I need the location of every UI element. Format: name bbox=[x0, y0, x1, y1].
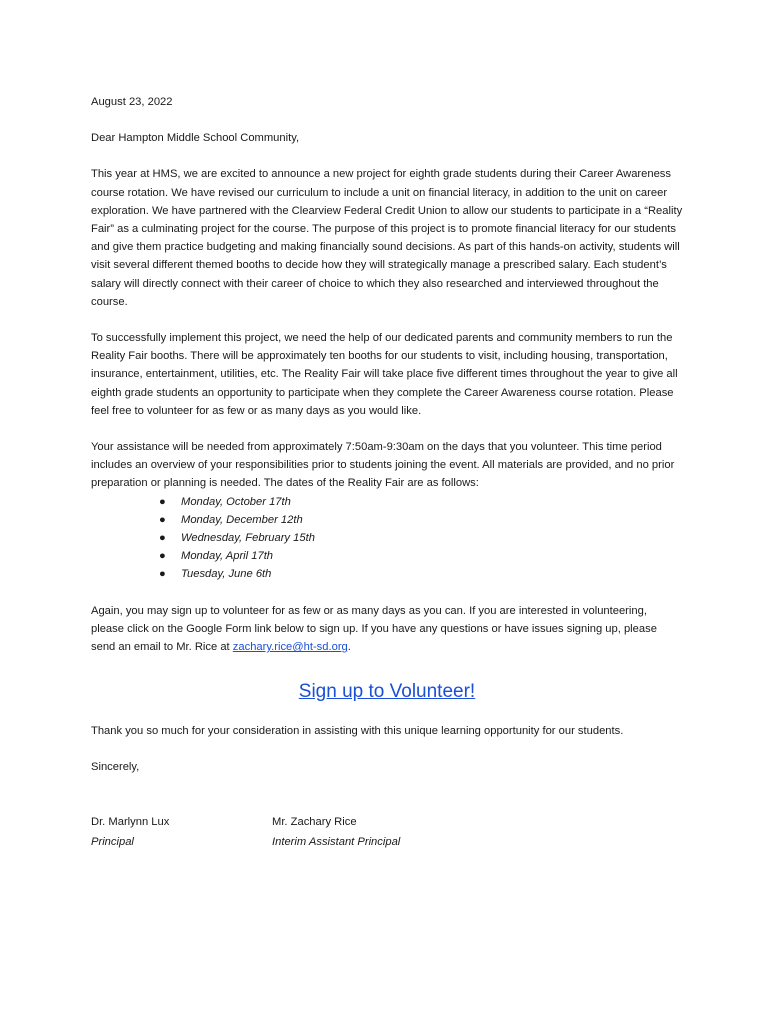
signer-title: Principal bbox=[91, 835, 134, 848]
booths-paragraph: To successfully implement this project, we need the help of our dedicated parents and community members to run the Reality Fair booths. There will be approximately ten booths for our students to visit, including housing, transportation, insurance, entertainment, utilities, etc. The Reality Fair will take place five different times throughout the year to give all eighth grade students an opportunity to participate when they complete the Career Awareness course rotation. Please feel free to volunteer for as few or as many days as you would like. bbox=[91, 332, 678, 417]
fair-date-item bbox=[159, 493, 683, 511]
fair-dates-list bbox=[91, 493, 683, 584]
bullet-icon: ● bbox=[159, 532, 166, 545]
signature-block bbox=[91, 813, 683, 851]
bullet-icon: ● bbox=[159, 495, 166, 508]
fair-date-item bbox=[159, 547, 683, 565]
fair-date-text: Monday, October 17th bbox=[181, 495, 291, 508]
fair-date-item bbox=[159, 511, 683, 529]
cta-container bbox=[91, 680, 683, 704]
signup-text-end: . bbox=[347, 641, 351, 654]
schedule-paragraph: Your assistance will be needed from approximately 7:50am-9:30am on the days that you volunteer. This time period includes an overview of your responsibilities prior to students joining the event. All materials are provided, and no prior preparation or planning is needed. The dates of the Reality Fair are as follows: bbox=[91, 441, 675, 490]
bullet-icon: ● bbox=[159, 568, 166, 581]
salutation: Dear Hampton Middle School Community, bbox=[91, 132, 300, 145]
letter bbox=[91, 93, 683, 851]
email-link[interactable]: zachary.rice@ht-sd.org bbox=[232, 641, 348, 654]
fair-date-item bbox=[159, 565, 683, 583]
fair-date-text: Monday, April 17th bbox=[181, 550, 274, 563]
signer-principal bbox=[91, 813, 272, 851]
thanks-paragraph: Thank you so much for your consideration in assisting with this unique learning opportunity for our students. bbox=[91, 725, 624, 738]
intro-paragraph: This year at HMS, we are excited to announce a new project for eighth grade students during their Career Awareness course rotation. We have revised our curriculum to include a unit on financial literacy, in addition to the unit on career exploration. We have partnered with the Clearview Federal Credit Union to allow our students to participate in a “Reality Fair” as a culminating project for the course. The purpose of this project is to promote financial literacy for our students and give them practice budgeting and making financially sound decisions. As part of this hands-on activity, students will visit several different themed booths to decide how they will strategically manage a prescribed salary. Each student’s salary will directly connect with their career of choice to which they also researched and interviewed throughout the course. bbox=[91, 168, 683, 308]
bullet-icon: ● bbox=[159, 550, 166, 563]
volunteer-signup-link[interactable]: Sign up to Volunteer! bbox=[298, 681, 476, 703]
signer-assistant-principal bbox=[272, 813, 453, 851]
signer-title: Interim Assistant Principal bbox=[272, 835, 401, 848]
fair-date-item bbox=[159, 529, 683, 547]
closing: Sincerely, bbox=[91, 761, 140, 774]
signup-paragraph bbox=[91, 602, 683, 657]
bullet-icon: ● bbox=[159, 513, 166, 526]
fair-date-text: Wednesday, February 15th bbox=[181, 532, 315, 545]
signer-name: Mr. Zachary Rice bbox=[272, 815, 357, 828]
letter-date: August 23, 2022 bbox=[91, 96, 173, 108]
fair-date-text: Tuesday, June 6th bbox=[181, 568, 272, 581]
signup-text: Again, you may sign up to volunteer for as few or as many days as you can. If you are interested in volunteering, please click on the Google Form link below to sign up. If you have any questions or have issues signing up, please send an email to Mr. Rice at bbox=[91, 604, 657, 654]
fair-date-text: Monday, December 12th bbox=[181, 513, 303, 526]
signer-name: Dr. Marlynn Lux bbox=[91, 815, 170, 828]
